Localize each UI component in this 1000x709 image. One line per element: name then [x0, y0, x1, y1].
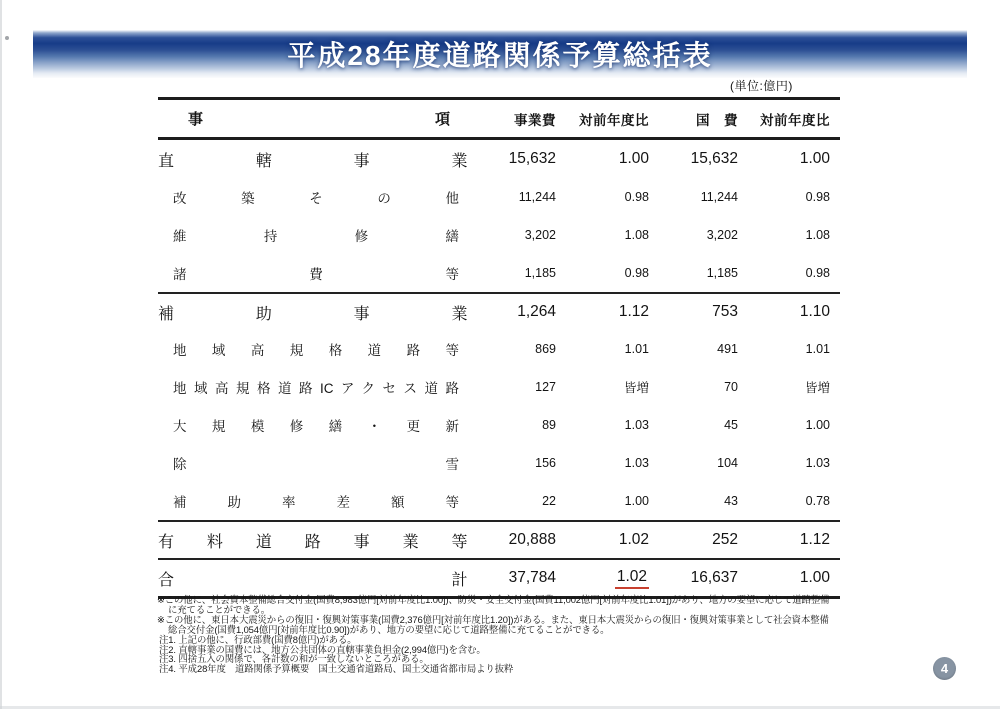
- table-row: [158, 482, 840, 520]
- cell-value: 37,784: [508, 569, 556, 586]
- cell-value: 1.03: [624, 418, 649, 432]
- table-header-row: [158, 100, 840, 140]
- row-label: 地域高規格道路等: [173, 343, 459, 358]
- cell-value: 753: [712, 303, 738, 320]
- cell-value: 1,264: [517, 303, 556, 320]
- cell-value: 0.98: [624, 190, 649, 204]
- table-row: [158, 368, 840, 406]
- cell-value: 1.10: [799, 303, 830, 320]
- cell-value: 869: [535, 342, 556, 356]
- page-number: 4: [940, 661, 949, 676]
- cell-value: 16,637: [690, 569, 738, 586]
- footnote: ※この他に、東日本大震災からの復旧・復興対策事業(国費2,376億円[対前年度比1.20])がある。また、東日本大震災からの復旧・復興対策事業として社会資本整備総合交付金(国費1,054億円[対前年度比0.90])があり、地方の要望に応じて道路整備に充てることができる。: [157, 613, 829, 635]
- cell-value: 43: [724, 494, 738, 508]
- table-row: [158, 140, 840, 178]
- row-label: 合計: [158, 571, 468, 589]
- cell-value: 1.00: [805, 418, 830, 432]
- cell-value: 1.12: [799, 531, 830, 548]
- page-title: 平成28年度道路関係予算総括表: [287, 40, 713, 71]
- cell-value: 1.01: [805, 342, 830, 356]
- footnote: ※この他に、社会資本整備総合交付金(国費8,983億円[対前年度比1.00])、防災・安全交付金(国費11,002億円[対前年度比1.01])があり、地方の要望に応じて道路整備に充てることができる。: [157, 594, 830, 615]
- row-label: 直轄事業: [158, 152, 468, 170]
- cell-value: 11,244: [518, 190, 556, 204]
- cell-value: 89: [542, 418, 556, 432]
- header-yoy-ratio-1: 対前年度比: [579, 112, 649, 128]
- cell-value: 20,888: [508, 531, 556, 548]
- page-number-badge: [933, 657, 956, 680]
- cell-value: 1.00: [799, 569, 830, 586]
- cell-value: 252: [712, 531, 738, 548]
- cell-value: 1.03: [624, 456, 649, 470]
- cell-value: [560, 568, 655, 589]
- row-label: 改築その他: [173, 191, 459, 206]
- title-banner: [33, 30, 967, 78]
- cell-value: 1,185: [524, 266, 556, 280]
- note: 注1. 上記の他に、行政部費(国費8億円)がある。: [159, 633, 357, 645]
- cell-value: 1.12: [618, 303, 649, 320]
- cell-value: 1.00: [799, 150, 830, 167]
- cell-value: 15,632: [508, 150, 556, 167]
- table-row: [158, 444, 840, 482]
- cell-value: 0.98: [624, 266, 649, 280]
- cell-value: 1.03: [805, 456, 830, 470]
- cell-value: 15,632: [690, 150, 738, 167]
- row-label: 除雪: [173, 457, 459, 472]
- unit-label: (単位:億円): [730, 79, 793, 93]
- header-national-cost: 国 費: [696, 112, 738, 128]
- cell-value: 0.78: [805, 494, 830, 508]
- row-label: 維持修繕: [173, 229, 459, 244]
- table-row: [158, 216, 840, 254]
- row-label: 補助率差額等: [173, 495, 459, 510]
- header-yoy-ratio-2: 対前年度比: [760, 112, 830, 128]
- note: 注2. 直轄事業の国費には、地方公共団体の直轄事業負担金(2,994億円)を含む。: [159, 643, 486, 655]
- row-label: 諸費等: [173, 267, 459, 282]
- cell-value: 皆増: [804, 381, 830, 395]
- cell-value: 1.00: [624, 494, 649, 508]
- header-project-cost: 事業費: [514, 112, 556, 128]
- cell-value: 104: [717, 456, 738, 470]
- cell-value: 1.02: [618, 531, 649, 548]
- table-row: [158, 178, 840, 216]
- cell-value: 491: [717, 342, 738, 356]
- note: 注4. 平成28年度 道路関係予算概要 国土交通省道路局、国土交通省都市局より抜粋: [159, 663, 514, 675]
- row-label: 大規模修繕・更新: [173, 419, 459, 434]
- note: 注3. 四捨五入の関係で、各計数の和が一致しないところがある。: [159, 653, 429, 665]
- table-row: [158, 406, 840, 444]
- cell-value: 127: [535, 380, 556, 394]
- table-row-total: [158, 558, 840, 596]
- cell-value: 0.98: [805, 190, 830, 204]
- table-row: [158, 330, 840, 368]
- table-row: [158, 520, 840, 558]
- row-label: 地域高規格道路ICアクセス道路: [173, 381, 459, 396]
- header-item: 事項: [188, 111, 450, 128]
- scan-edge-left: [0, 0, 2, 709]
- cell-value: 0.98: [805, 266, 830, 280]
- cell-value: 3,202: [706, 228, 738, 242]
- row-label: 有料道路事業等: [158, 533, 468, 551]
- cell-value: 1.08: [624, 228, 649, 242]
- cell-value: 1.00: [618, 150, 649, 167]
- footnotes-block: [157, 595, 835, 674]
- cell-value: 1.01: [624, 342, 649, 356]
- cell-value: 45: [724, 418, 738, 432]
- red-underlined-value: 1.02: [615, 568, 649, 589]
- scan-dot-artifact: [5, 36, 9, 40]
- table-row: [158, 292, 840, 330]
- cell-value: 3,202: [524, 228, 556, 242]
- cell-value: 156: [535, 456, 556, 470]
- cell-value: 皆増: [623, 381, 649, 395]
- row-label: 補助事業: [158, 305, 468, 323]
- cell-value: 11,244: [700, 190, 738, 204]
- cell-value: 22: [542, 494, 556, 508]
- table-row: [158, 254, 840, 292]
- cell-value: 1,185: [706, 266, 738, 280]
- cell-value: 1.08: [805, 228, 830, 242]
- budget-table: [158, 97, 840, 599]
- cell-value: 70: [724, 380, 738, 394]
